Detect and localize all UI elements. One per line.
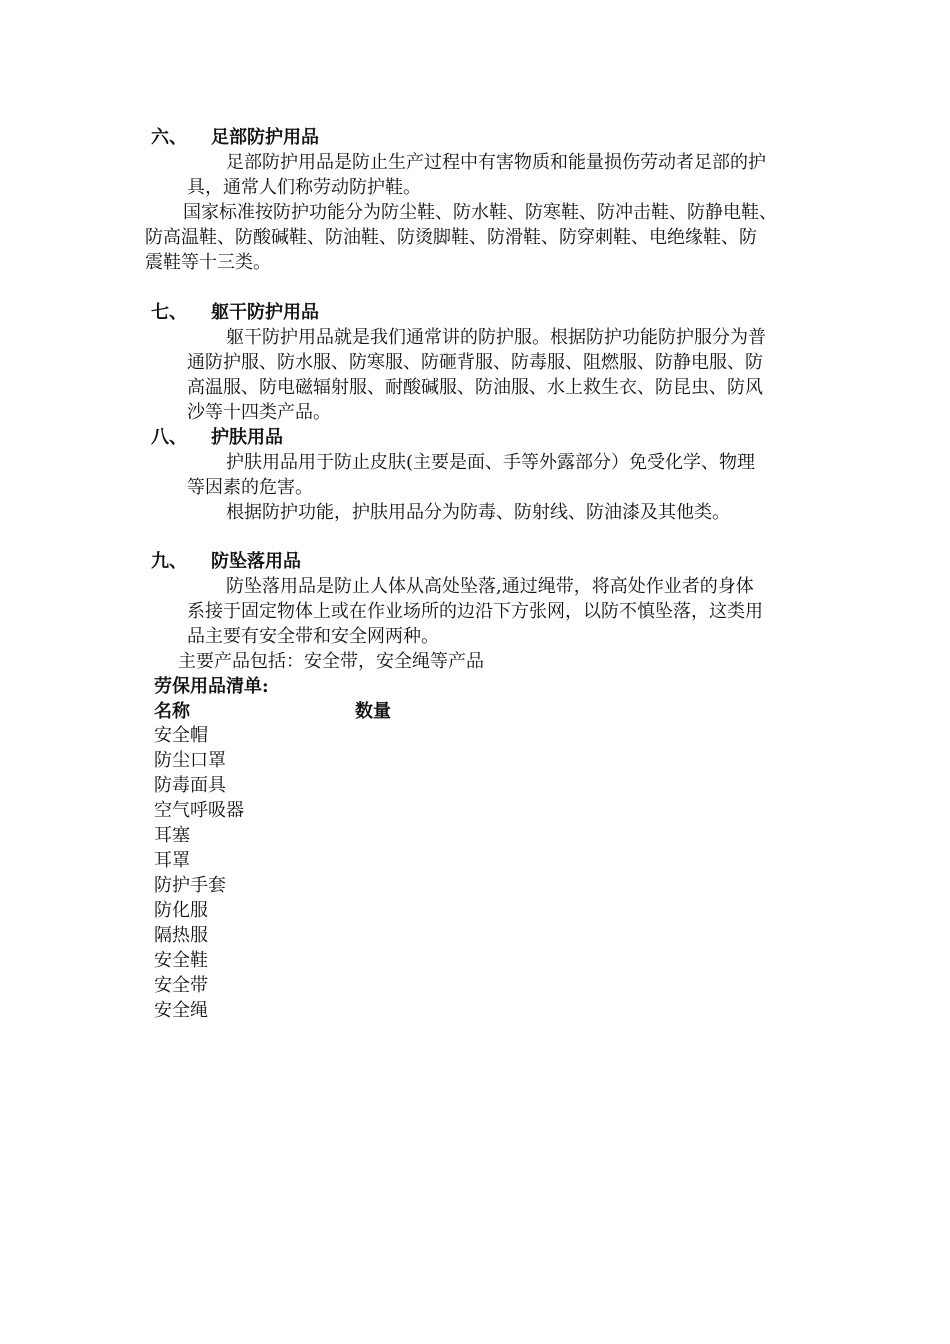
paragraph-line: 具，通常人们称劳动防护鞋。 xyxy=(187,177,421,198)
section-number: 九、 xyxy=(151,551,187,572)
paragraph-line: 高温服、防电磁辐射服、耐酸碱服、防油服、水上救生衣、防昆虫、防风 xyxy=(187,377,763,398)
paragraph-line: 震鞋等十三类。 xyxy=(145,252,271,273)
paragraph-line: 沙等十四类产品。 xyxy=(187,402,331,423)
list-item: 安全绳 xyxy=(154,1000,208,1021)
section-title: 防坠落用品 xyxy=(211,551,301,572)
section-title: 躯干防护用品 xyxy=(211,302,319,323)
list-item: 安全鞋 xyxy=(154,950,208,971)
list-item: 防护手套 xyxy=(154,875,226,896)
paragraph-line: 躯干防护用品就是我们通常讲的防护服。根据防护功能防护服分为普 xyxy=(226,327,766,348)
paragraph-line: 根据防护功能，护肤用品分为防毒、防射线、防油漆及其他类。 xyxy=(226,502,730,523)
list-item: 防化服 xyxy=(154,900,208,921)
section-title: 护肤用品 xyxy=(211,427,283,448)
paragraph-line: 通防护服、防水服、防寒服、防砸背服、防毒服、阻燃服、防静电服、防 xyxy=(187,352,763,373)
paragraph-line: 防坠落用品是防止人体从高处坠落,通过绳带，将高处作业者的身体 xyxy=(226,576,754,597)
list-item: 安全帽 xyxy=(154,725,208,746)
section-number: 六、 xyxy=(151,127,187,148)
list-header-quantity: 数量 xyxy=(355,701,391,722)
paragraph-line: 等因素的危害。 xyxy=(187,477,313,498)
section-number: 八、 xyxy=(151,427,187,448)
paragraph-line: 足部防护用品是防止生产过程中有害物质和能量损伤劳动者足部的护 xyxy=(226,152,766,173)
list-header-name: 名称 xyxy=(154,701,190,722)
section-title: 足部防护用品 xyxy=(211,127,319,148)
list-item: 隔热服 xyxy=(154,925,208,946)
list-title: 劳保用品清单: xyxy=(154,676,269,697)
list-item: 安全带 xyxy=(154,975,208,996)
paragraph-line: 主要产品包括：安全带，安全绳等产品 xyxy=(178,651,484,672)
list-item: 耳塞 xyxy=(154,825,190,846)
paragraph-line: 系接于固定物体上或在作业场所的边沿下方张网，以防不慎坠落，这类用 xyxy=(187,601,763,622)
list-item: 防毒面具 xyxy=(154,775,226,796)
list-item: 耳罩 xyxy=(154,850,190,871)
paragraph-line: 防高温鞋、防酸碱鞋、防油鞋、防烫脚鞋、防滑鞋、防穿刺鞋、电绝缘鞋、防 xyxy=(145,227,757,248)
paragraph-line: 国家标准按防护功能分为防尘鞋、防水鞋、防寒鞋、防冲击鞋、防静电鞋、 xyxy=(183,202,777,223)
section-number: 七、 xyxy=(151,302,187,323)
paragraph-line: 品主要有安全带和安全网两种。 xyxy=(187,626,439,647)
list-item: 空气呼吸器 xyxy=(154,800,244,821)
list-item: 防尘口罩 xyxy=(154,750,226,771)
paragraph-line: 护肤用品用于防止皮肤(主要是面、手等外露部分）免受化学、物理 xyxy=(226,452,756,473)
